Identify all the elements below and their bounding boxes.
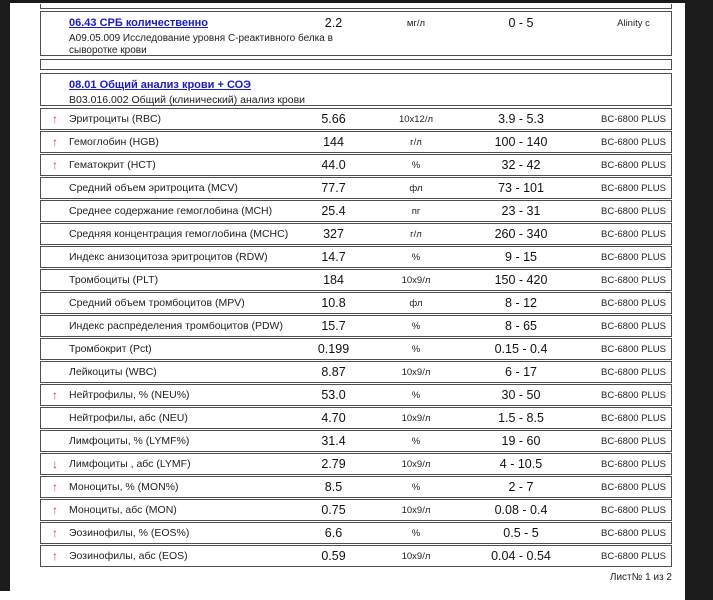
test-value: 327 <box>323 227 344 241</box>
abnormal-flag-arrow-icon: ↑ <box>52 112 58 126</box>
table-row <box>40 223 672 245</box>
abnormal-flag-arrow-icon: ↑ <box>52 526 58 540</box>
test-reference-range: 0.15 - 0.4 <box>494 342 548 356</box>
table-row <box>40 522 672 544</box>
test-unit: 10х9/л <box>401 504 431 516</box>
test-unit: % <box>411 435 421 447</box>
viewer-right-bar <box>685 0 713 600</box>
test-unit: % <box>411 343 421 355</box>
table-row <box>40 453 672 475</box>
test-analyzer: BC-6800 PLUS <box>601 205 666 217</box>
table-row <box>40 430 672 452</box>
test-unit: 10х9/л <box>401 550 431 562</box>
test-value: 4.70 <box>321 411 346 425</box>
test-name: Нейтрофилы, абс (NEU) <box>69 412 188 424</box>
test-unit: 10х9/л <box>401 274 431 286</box>
test-reference-range: 260 - 340 <box>494 227 548 241</box>
abnormal-flag-arrow-icon: ↑ <box>52 135 58 149</box>
test-analyzer: BC-6800 PLUS <box>601 320 666 332</box>
test-value: 2.79 <box>321 457 346 471</box>
section-crp-description: А09.05.009 Исследование уровня С-реактивного белка в сыворотке крови <box>69 33 333 56</box>
table-row <box>40 177 672 199</box>
abnormal-flag-arrow-icon: ↑ <box>52 158 58 172</box>
test-reference-range: 100 - 140 <box>494 135 548 149</box>
test-analyzer: BC-6800 PLUS <box>601 297 666 309</box>
viewer-left-bar <box>0 0 10 591</box>
test-reference-range: 23 - 31 <box>501 204 541 218</box>
section-crp <box>40 11 672 56</box>
crp-unit: мг/л <box>406 17 426 29</box>
section-cbc-description: В03.016.002 Общий (клинический) анализ крови <box>69 94 306 106</box>
test-analyzer: BC-6800 PLUS <box>601 159 666 171</box>
table-row <box>40 246 672 268</box>
test-value: 5.66 <box>321 112 346 126</box>
table-row <box>40 407 672 429</box>
table-row <box>40 131 672 153</box>
test-value: 25.4 <box>321 204 346 218</box>
test-value: 10.8 <box>321 296 346 310</box>
test-reference-range: 32 - 42 <box>501 158 541 172</box>
test-reference-range: 19 - 60 <box>501 434 541 448</box>
test-name: Моноциты, % (MON%) <box>69 481 179 493</box>
test-unit: фл <box>409 297 423 309</box>
test-name: Гемоглобин (HGB) <box>69 136 159 148</box>
test-reference-range: 1.5 - 8.5 <box>498 411 544 425</box>
test-unit: % <box>411 527 421 539</box>
table-row <box>40 361 672 383</box>
test-analyzer: BC-6800 PLUS <box>601 481 666 493</box>
table-row <box>40 384 672 406</box>
test-analyzer: BC-6800 PLUS <box>601 113 666 125</box>
test-name: Лейкоциты (WBC) <box>69 366 157 378</box>
test-value: 0.75 <box>321 503 346 517</box>
test-value: 8.5 <box>324 480 343 494</box>
test-analyzer: BC-6800 PLUS <box>601 435 666 447</box>
viewer-top-strip <box>0 0 713 3</box>
test-name: Средняя концентрация гемоглобина (MCHC) <box>69 228 289 240</box>
test-unit: г/л <box>410 228 422 240</box>
test-analyzer: BC-6800 PLUS <box>601 136 666 148</box>
table-row <box>40 499 672 521</box>
test-name: Лимфоциты, % (LYMF%) <box>69 435 190 447</box>
test-name: Индекс распределения тромбоцитов (PDW) <box>69 320 283 332</box>
test-name: Тромбоциты (PLT) <box>69 274 159 286</box>
test-unit: пг <box>411 205 421 217</box>
test-value: 53.0 <box>321 388 346 402</box>
test-name: Нейтрофилы, % (NEU%) <box>69 389 190 401</box>
abnormal-flag-arrow-icon: ↑ <box>52 388 58 402</box>
test-analyzer: BC-6800 PLUS <box>601 343 666 355</box>
test-analyzer: BC-6800 PLUS <box>601 458 666 470</box>
test-value: 144 <box>323 135 344 149</box>
test-value: 8.87 <box>321 365 346 379</box>
test-reference-range: 2 - 7 <box>508 480 534 494</box>
results-table <box>40 108 672 567</box>
abnormal-flag-arrow-icon: ↑ <box>52 549 58 563</box>
test-unit: % <box>411 481 421 493</box>
test-analyzer: BC-6800 PLUS <box>601 251 666 263</box>
section-cbc <box>40 73 672 106</box>
test-unit: 10х9/л <box>401 366 431 378</box>
test-reference-range: 8 - 12 <box>505 296 537 310</box>
test-unit: 10х9/л <box>401 412 431 424</box>
test-reference-range: 6 - 17 <box>505 365 537 379</box>
section-crp-result-line <box>41 16 671 30</box>
table-row <box>40 269 672 291</box>
test-name: Средний объем тромбоцитов (MPV) <box>69 297 245 309</box>
test-name: Моноциты, абс (MON) <box>69 504 177 516</box>
table-row <box>40 545 672 567</box>
test-unit: % <box>411 251 421 263</box>
test-analyzer: BC-6800 PLUS <box>601 274 666 286</box>
test-unit: % <box>411 389 421 401</box>
test-value: 0.59 <box>321 549 346 563</box>
crp-reference-range: 0 - 5 <box>508 16 534 30</box>
test-reference-range: 150 - 420 <box>494 273 548 287</box>
test-analyzer: BC-6800 PLUS <box>601 182 666 194</box>
test-value: 184 <box>323 273 344 287</box>
test-reference-range: 30 - 50 <box>501 388 541 402</box>
test-reference-range: 9 - 15 <box>505 250 537 264</box>
table-row <box>40 200 672 222</box>
test-value: 14.7 <box>321 250 346 264</box>
crp-value: 2.2 <box>324 16 343 30</box>
test-reference-range: 0.5 - 5 <box>503 526 539 540</box>
section-cbc-title-line <box>41 79 671 91</box>
test-value: 15.7 <box>321 319 346 333</box>
test-reference-range: 0.08 - 0.4 <box>494 503 548 517</box>
test-value: 77.7 <box>321 181 346 195</box>
table-row <box>40 292 672 314</box>
test-name: Эозинофилы, % (EOS%) <box>69 527 190 539</box>
test-name: Среднее содержание гемоглобина (MCH) <box>69 205 273 217</box>
test-analyzer: BC-6800 PLUS <box>601 389 666 401</box>
test-name: Лимфоциты , абс (LYMF) <box>69 458 191 470</box>
test-analyzer: BC-6800 PLUS <box>601 228 666 240</box>
test-value: 6.6 <box>324 526 343 540</box>
table-row <box>40 108 672 130</box>
test-value: 0.199 <box>317 342 350 356</box>
test-reference-range: 0.04 - 0.54 <box>491 549 551 563</box>
test-analyzer: BC-6800 PLUS <box>601 550 666 562</box>
test-analyzer: BC-6800 PLUS <box>601 527 666 539</box>
crp-analyzer: Alinity c <box>617 17 650 29</box>
table-row <box>40 154 672 176</box>
test-analyzer: BC-6800 PLUS <box>601 504 666 516</box>
test-value: 31.4 <box>321 434 346 448</box>
abnormal-flag-arrow-icon: ↓ <box>52 457 58 471</box>
test-value: 44.0 <box>321 158 346 172</box>
test-reference-range: 73 - 101 <box>498 181 544 195</box>
test-unit: % <box>411 159 421 171</box>
empty-spacer-row <box>40 59 672 70</box>
test-unit: фл <box>409 182 423 194</box>
table-row <box>40 476 672 498</box>
abnormal-flag-arrow-icon: ↑ <box>52 480 58 494</box>
page-number-label: Лист№ 1 из 2 <box>609 572 672 583</box>
test-reference-range: 3.9 - 5.3 <box>498 112 544 126</box>
test-reference-range: 8 - 65 <box>505 319 537 333</box>
section-crp-title-link[interactable]: 06.43 СРБ количественно <box>69 17 208 29</box>
test-analyzer: BC-6800 PLUS <box>601 366 666 378</box>
test-unit: 10х9/л <box>401 458 431 470</box>
table-row <box>40 338 672 360</box>
test-name: Гематокрит (HCT) <box>69 159 156 171</box>
test-name: Эритроциты (RBC) <box>69 113 162 125</box>
section-cbc-title-link[interactable]: 08.01 Общий анализ крови + СОЭ <box>69 79 252 91</box>
table-row <box>40 315 672 337</box>
test-analyzer: BC-6800 PLUS <box>601 412 666 424</box>
test-name: Индекс анизоцитоза эритроцитов (RDW) <box>69 251 268 263</box>
test-name: Тромбокрит (Pct) <box>69 343 152 355</box>
test-unit: г/л <box>410 136 422 148</box>
test-reference-range: 4 - 10.5 <box>499 457 543 471</box>
test-name: Средний объем эритроцита (MCV) <box>69 182 238 194</box>
test-name: Эозинофилы, абс (EOS) <box>69 550 188 562</box>
abnormal-flag-arrow-icon: ↑ <box>52 503 58 517</box>
lab-report-page <box>40 4 672 568</box>
test-unit: % <box>411 320 421 332</box>
test-unit: 10х12/л <box>398 113 434 125</box>
cutoff-row-stub <box>40 4 672 9</box>
